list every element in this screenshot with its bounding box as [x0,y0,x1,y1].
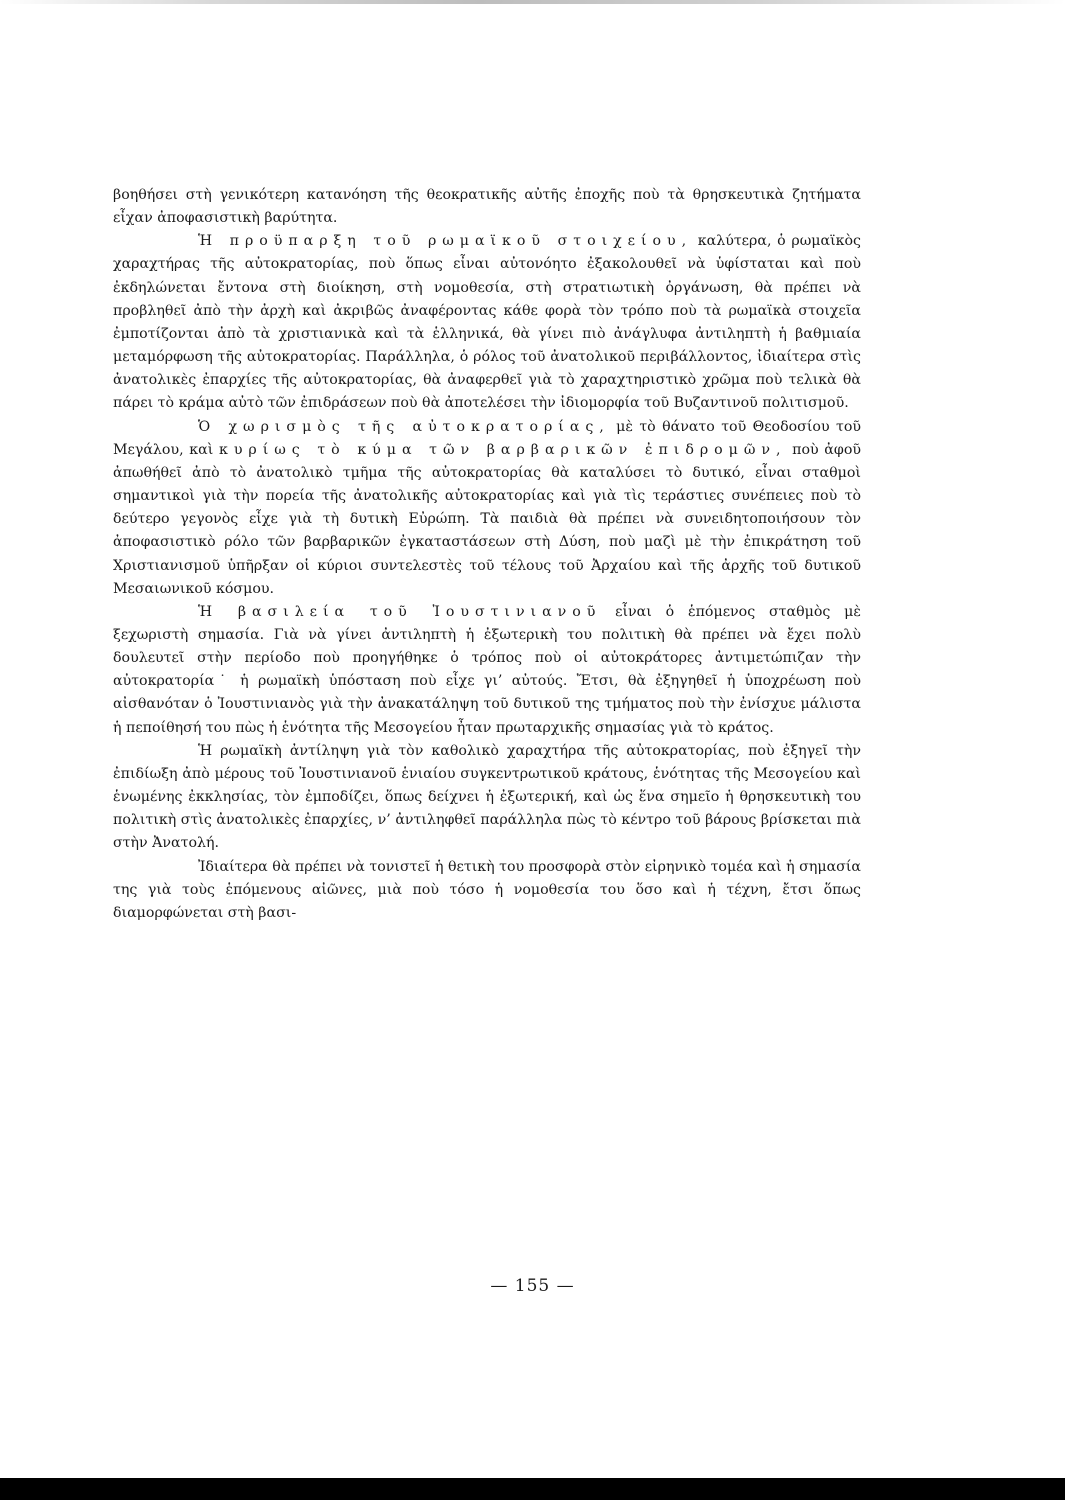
paragraph [113,740,861,856]
text-run: Ἰδιαίτερα θὰ πρέπει νὰ τονιστεῖ ἡ θετικὴ του προσφορὰ στὸν εἰρηνικὸ τομέα καὶ ἡ σημασία της γιὰ τοὺς ἑπόμενους αἰῶνες, μιὰ ποὺ τόσο ἡ νομοθεσία του ὅσο καὶ ἡ τέχνη, ἔτσι ὅπως διαμορφώνεται στὴ βασι- [113,858,861,921]
paragraph [113,601,861,740]
text-run: καλύτερα, ὁ ρωμαϊκὸς χαραχτήρας τῆς αὐτοκρατορίας, ποὺ ὅπως εἶναι αὐτονόητο ἐξακολουθεῖ νὰ ὑφίσταται καὶ ποὺ ἐκδηλώνεται ἔντονα στὴ διοίκηση, στὴ νομοθεσία, στὴ στρατιωτικὴ ὀργάνωση, θὰ πρέπει νὰ προβληθεῖ ἀπὸ τὴν ἀρχὴ καὶ ἀκριβῶς ἀναφέροντας κάθε φορὰ τὸν τρόπο ποὺ τὰ ρωμαϊκὰ στοιχεῖα ἐμποτίζονται ἀπὸ τὰ χριστιανικὰ καὶ τὰ ἑλληνικά, θὰ γίνει πιὸ ἀνάγλυφα ἀντιληπτὴ ἡ βαθμιαία μεταμόρφωση τῆς αὐτοκρατορίας. Παράλληλα, ὁ ρόλος τοῦ ἀνατολικοῦ περιβάλλοντος, ἰδιαίτερα στὶς ἀνατολικὲς ἐπαρχίες τῆς αὐτοκρατορίας, θὰ ἀναφερθεῖ γιὰ τὸ χαραχτηριστικὸ χρῶμα ποὺ τελικὰ θὰ πάρει τὸ κράμα αὐτὸ τῶν ἐπιδράσεων ποὺ θὰ ἀποτελέσει τὴν ἰδιομορφία τοῦ Βυζαντινοῦ πολιτισμοῦ. [113,233,861,412]
paragraph [113,856,861,925]
page-number: — 155 — [490,1276,575,1296]
text-run: Ἡ ρωμαϊκὴ ἀντίληψη γιὰ τὸν καθολικὸ χαραχτήρα τῆς αὐτοκρατορίας, ποὺ ἐξηγεῖ τὴν ἐπιδίωξη ἀπὸ μέρους τοῦ Ἰουστινιανοῦ ἑνιαίου συγκεντρωτικοῦ κράτους, ἑνότητας τῆς Μεσογείου καὶ ἑνωμένης ἐκκλησίας, τὸν ἐμποδίζει, ὅπως δείχνει ἡ ἐξωτερική, καὶ ὡς ἕνα σημεῖο ἡ θρησκευτικὴ του πολιτικὴ στὶς ἀνατολικὲς ἐπαρχίες, ν’ ἀντιληφθεῖ παράλληλα πὼς τὸ κέντρο τοῦ βάρους βρίσκεται πιὰ στὴν Ἀνατολή. [113,742,861,852]
emphasized-phrase: Ἡ προϋπαρξη τοῦ ρωμαϊκοῦ στοιχείου, [198,233,693,250]
text-run: μὲ τὸ θάνατο τοῦ Θεοδοσίου τοῦ Μεγάλου, καὶ [113,418,861,458]
scan-top-edge [0,0,1065,4]
emphasized-phrase: κυρίως τὸ κύμα τῶν βαρβαρικῶν ἐπιδρομῶν, [219,441,787,458]
document-body [113,184,861,925]
emphasized-phrase: Ἡ βασιλεία τοῦ Ἰουστινιανοῦ [198,603,602,620]
emphasized-phrase: Ὁ χωρισμὸς τῆς αὐτοκρατορίας, [198,418,610,435]
scan-bottom-band [0,1478,1065,1500]
paragraph [113,184,861,230]
text-run: εἶναι ὁ ἑπόμενος σταθμὸς μὲ ξεχωριστὴ σημασία. Γιὰ νὰ γίνει ἀντιληπτὴ ἡ ἐξωτερικὴ του πολιτικὴ θὰ πρέπει νὰ ἔχει πολὺ δουλευτεῖ στὴν περίοδο ποὺ προηγήθηκε ὁ τρόπος ποὺ οἱ αὐτοκράτορες ἀντιμετώπιζαν τὴν αὐτοκρατορία˙ ἡ ρωμαϊκὴ ὑπόσταση ποὺ εἶχε γι’ αὐτούς. Ἔτσι, θὰ ἐξηγηθεῖ ἡ ὑποχρέωση ποὺ αἰσθανόταν ὁ Ἰουστινιανὸς γιὰ τὴν ἀνακατάληψη τοῦ δυτικοῦ της τμήματος ποὺ τὴν ἐνίσχυε μάλιστα ἡ πεποίθησή του πὼς ἡ ἑνότητα τῆς Μεσογείου ἦταν πρωταρχικῆς σημασίας γιὰ τὸ κράτος. [113,603,861,736]
text-run: ποὺ ἀφοῦ ἀπωθήθεῖ ἀπὸ τὸ ἀνατολικὸ τμῆμα τῆς αὐτοκρατορίας θὰ καταλύσει τὸ δυτικό, εἶναι σταθμοὶ σημαντικοὶ γιὰ τὴν πορεία τῆς ἀνατολικῆς αὐτοκρατορίας καὶ γιὰ τὶς τεράστιες συνέπειες ποὺ τὸ δεύτερο γεγονὸς εἶχε γιὰ τὴ δυτικὴ Εὐρώπη. Τὰ παιδιὰ θὰ πρέπει νὰ συνειδητοποιήσουν τὸν ἀποφασιστικὸ ρόλο τῶν βαρβαρικῶν ἐγκαταστάσεων στὴ Δύση, ποὺ μαζὶ μὲ τὴν ἐπικράτηση τοῦ Χριστιανισμοῦ ὑπῆρξαν οἱ κύριοι συντελεστὲς τοῦ τέλους τοῦ Ἀρχαίου καὶ τῆς ἀρχῆς τοῦ δυτικοῦ Μεσαιωνικοῦ κόσμου. [113,441,861,597]
text-run: βοηθήσει στὴ γενικότερη κατανόηση τῆς θεοκρατικῆς αὐτῆς ἐποχῆς ποὺ τὰ θρησκευτικὰ ζητήματα εἶχαν ἀποφασιστικὴ βαρύτητα. [113,187,861,227]
paragraph [113,230,861,415]
paragraph [113,416,861,601]
